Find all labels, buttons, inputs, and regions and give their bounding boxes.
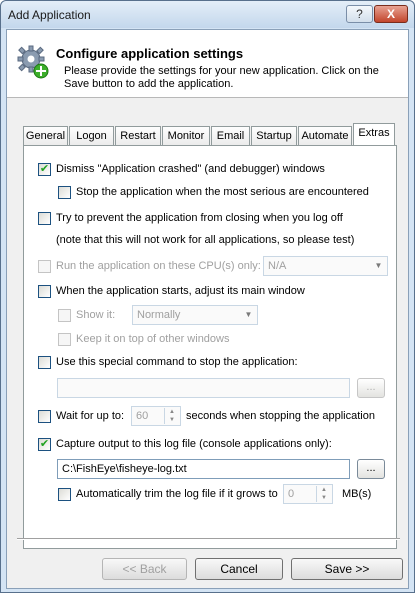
special-command-browse-button[interactable]: ... bbox=[357, 378, 385, 398]
back-button[interactable]: << Back bbox=[102, 558, 187, 580]
trim-size-suffix: MB(s) bbox=[342, 488, 372, 500]
special-command-label: Use this special command to stop the application: bbox=[56, 356, 298, 368]
keep-on-top-label: Keep it on top of other windows bbox=[76, 333, 230, 345]
chevron-down-icon[interactable]: ▼ bbox=[244, 310, 253, 319]
capture-output-label: Capture output to this log file (console applications only): bbox=[56, 438, 332, 450]
stop-serious-checkbox[interactable] bbox=[58, 186, 71, 199]
stop-serious-label: Stop the application when the most serious are encountered bbox=[76, 186, 369, 198]
cpus-select[interactable] bbox=[263, 256, 388, 276]
special-command-checkbox[interactable] bbox=[38, 356, 51, 369]
tab-general[interactable]: General bbox=[23, 126, 68, 145]
trim-log-label: Automatically trim the log file if it grows to bbox=[76, 488, 278, 500]
gear-add-icon bbox=[15, 44, 51, 80]
wait-checkbox[interactable] bbox=[38, 410, 51, 423]
header-title: Configure application settings bbox=[56, 46, 244, 61]
prevent-close-label: Try to prevent the application from closing when you log off bbox=[56, 212, 343, 224]
wait-seconds-spinner[interactable] bbox=[131, 406, 181, 426]
show-it-select[interactable] bbox=[132, 305, 258, 325]
wait-label: Wait for up to: bbox=[56, 410, 125, 422]
tab-startup[interactable]: Startup bbox=[251, 126, 297, 145]
dismiss-crashed-checkbox[interactable]: ✔ bbox=[39, 163, 50, 175]
tab-automate[interactable]: Automate bbox=[298, 126, 352, 145]
log-file-browse-button[interactable]: ... bbox=[357, 459, 385, 479]
adjust-window-label: When the application starts, adjust its main window bbox=[56, 285, 305, 297]
keep-on-top-checkbox[interactable] bbox=[58, 333, 71, 346]
extras-panel bbox=[23, 145, 397, 549]
wait-suffix: seconds when stopping the application bbox=[186, 410, 375, 422]
save-button[interactable]: Save >> bbox=[291, 558, 403, 580]
tab-logon[interactable]: Logon bbox=[69, 126, 114, 145]
dialog-header bbox=[7, 30, 408, 98]
tab-restart[interactable]: Restart bbox=[115, 126, 161, 145]
cpus-label: Run the application on these CPU(s) only: bbox=[56, 260, 261, 272]
prevent-close-checkbox[interactable] bbox=[38, 212, 51, 225]
close-button[interactable]: X bbox=[374, 5, 408, 23]
chevron-down-icon[interactable]: ▼ bbox=[374, 261, 383, 270]
footer-divider bbox=[17, 538, 400, 540]
title-bar[interactable] bbox=[1, 1, 414, 28]
header-description: Please provide the settings for your new application. Click on the Save button to add the application. bbox=[64, 65, 379, 90]
dismiss-crashed-label: Dismiss "Application crashed" (and debugger) windows bbox=[56, 163, 325, 175]
show-it-checkbox[interactable] bbox=[58, 309, 71, 322]
prevent-close-note: (note that this will not work for all applications, so please test) bbox=[56, 234, 355, 246]
tab-extras[interactable]: Extras bbox=[353, 123, 395, 145]
trim-log-checkbox[interactable] bbox=[58, 488, 71, 501]
tab-monitor[interactable]: Monitor bbox=[162, 126, 210, 145]
window-title: Add Application bbox=[8, 8, 91, 22]
adjust-window-checkbox[interactable] bbox=[38, 285, 51, 298]
capture-output-checkbox[interactable]: ✔ bbox=[39, 438, 50, 450]
special-command-input[interactable] bbox=[57, 378, 350, 398]
show-it-label: Show it: bbox=[76, 309, 116, 321]
cpus-checkbox[interactable] bbox=[38, 260, 51, 273]
show-it-select-value: Normally bbox=[137, 309, 181, 321]
wait-seconds-value: 60 bbox=[136, 410, 149, 422]
cpus-select-value: N/A bbox=[268, 260, 287, 272]
spinner-arrows-icon[interactable]: ▲ ▼ bbox=[164, 408, 179, 424]
trim-size-value: 0 bbox=[288, 488, 295, 500]
trim-size-spinner[interactable] bbox=[283, 484, 333, 504]
dialog-client bbox=[6, 29, 409, 589]
spinner-arrows-icon[interactable]: ▲ ▼ bbox=[316, 486, 331, 502]
cancel-button[interactable]: Cancel bbox=[195, 558, 283, 580]
log-file-input[interactable]: C:\FishEye\fisheye-log.txt bbox=[57, 459, 350, 479]
tab-email[interactable]: Email bbox=[211, 126, 250, 145]
help-button[interactable]: ? bbox=[346, 5, 373, 23]
